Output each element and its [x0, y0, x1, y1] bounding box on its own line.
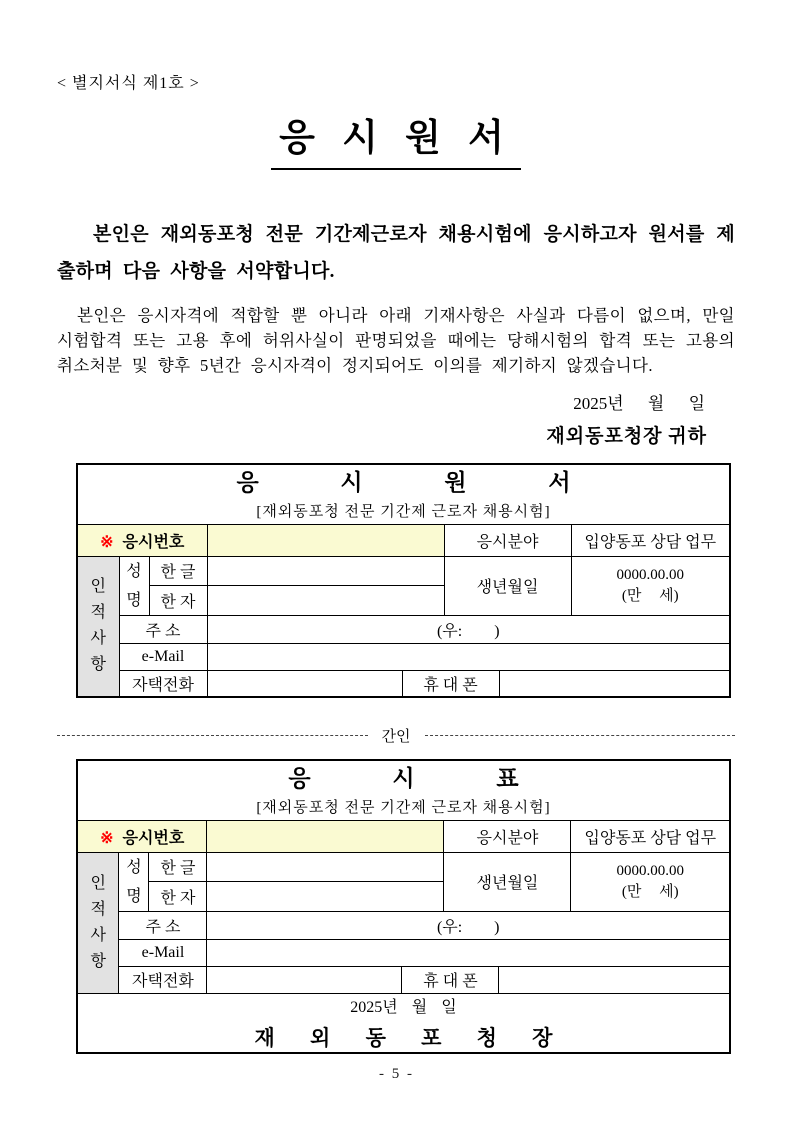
home-phone-value-cell	[207, 670, 402, 697]
required-mark-icon: ※	[100, 533, 114, 551]
form-subtitle: [재외동포청 전문 기간제 근로자 채용시험]	[256, 503, 551, 520]
slip-mobile-value-cell	[499, 966, 730, 993]
personal-info-label: 인적사항	[90, 578, 106, 674]
pledge-statement: 본인은 재외동포청 전문 기간제근로자 채용시험에 응시하고자 원서를 제출하며 다음 사항을 서약합니다.	[57, 224, 735, 282]
slip-name-label: 성명	[126, 858, 142, 905]
birth-label-cell: 생년월일	[444, 556, 571, 615]
name-label-cell	[119, 556, 149, 615]
slip-address-value-cell: (우: )	[207, 911, 730, 939]
hanja-value-cell	[207, 586, 444, 616]
mobile-value-cell	[499, 670, 730, 697]
slip-subtitle: [재외동포청 전문 기간제 근로자 채용시험]	[256, 799, 551, 816]
exam-slip-table	[76, 759, 731, 1054]
application-form-table	[76, 463, 731, 698]
slip-personal-info-header-cell	[77, 852, 119, 993]
slip-exam-number-label: 응시번호	[122, 829, 185, 847]
slip-title: 응 시 표	[288, 765, 557, 791]
slip-email-value-cell	[207, 939, 730, 966]
slip-email-label-cell: e-Mail	[119, 939, 207, 966]
slip-exam-number-value-cell	[207, 820, 444, 852]
category-value-cell: 입양동포 상담 업무	[571, 524, 730, 556]
addressee-label: 재외동포청장 귀하	[546, 426, 707, 447]
address-label-cell: 주 소	[119, 615, 207, 643]
signature-date: 2025년 월 일	[573, 394, 705, 413]
slip-footer-cell	[77, 993, 730, 1053]
name-label: 성명	[126, 562, 142, 609]
hanja-label-cell: 한 자	[149, 586, 207, 616]
slip-hangul-value-cell	[207, 852, 444, 882]
slip-issue-date: 2025년 월 일	[350, 998, 457, 1016]
hangul-value-cell	[207, 556, 444, 586]
seal-junction-divider	[57, 725, 735, 746]
seal-junction-label: 간인	[381, 729, 411, 745]
divider-dash-left	[57, 735, 368, 736]
exam-number-value-cell	[207, 524, 444, 556]
slip-mobile-label-cell: 휴 대 폰	[402, 966, 499, 993]
hangul-label-cell: 한 글	[149, 556, 207, 586]
email-label-cell: e-Mail	[119, 643, 207, 670]
address-value-cell: (우: )	[207, 615, 730, 643]
pledge-body-text: 본인은 응시자격에 적합할 뿐 아니라 아래 기재사항은 사실과 다름이 없으며, 만일 시험합격 또는 고용 후에 허위사실이 판명되었을 때에는 당해시험의 합격 또는 고용의 취소처분 및 향후 5년간 응시자격이 정지되어도 이의를 제기하지 않겠습니다.	[57, 306, 735, 375]
form-title: 응 시 원 서	[236, 469, 609, 495]
slip-category-value-cell: 입양동포 상담 업무	[571, 820, 730, 852]
slip-address-label-cell: 주 소	[119, 911, 207, 939]
page-number: - 5 -	[379, 1066, 414, 1082]
birth-value-cell	[571, 556, 730, 615]
slip-birth-age-placeholder: (만 세)	[621, 883, 679, 900]
required-mark-icon: ※	[100, 829, 114, 847]
birth-date-placeholder: 0000.00.00	[616, 566, 684, 583]
slip-issuer-title: 재 외 동 포 청 장	[254, 1025, 568, 1050]
slip-birth-label-cell: 생년월일	[444, 852, 571, 911]
personal-info-header-cell	[77, 556, 119, 697]
mobile-label-cell: 휴 대 폰	[402, 670, 499, 697]
document-title-text: 응 시 원 서	[271, 107, 521, 170]
email-value-cell	[207, 643, 730, 670]
slip-exam-number-label-cell	[77, 820, 207, 852]
slip-home-phone-value-cell	[207, 966, 402, 993]
slip-home-phone-label-cell: 자택전화	[119, 966, 207, 993]
slip-name-label-cell	[119, 852, 149, 911]
slip-category-label-cell: 응시분야	[444, 820, 571, 852]
slip-birth-date-placeholder: 0000.00.00	[616, 862, 684, 879]
form-header-cell	[77, 464, 730, 524]
document-title	[57, 107, 735, 170]
category-label-cell: 응시분야	[444, 524, 571, 556]
exam-number-label: 응시번호	[122, 533, 185, 551]
slip-header-cell	[77, 760, 730, 820]
divider-dash-right	[425, 735, 736, 736]
slip-hanja-label-cell: 한 자	[149, 882, 207, 912]
form-reference-label: < 별지서식 제1호 >	[57, 75, 200, 92]
exam-number-label-cell	[77, 524, 207, 556]
slip-birth-value-cell	[571, 852, 730, 911]
slip-personal-info-label: 인적사항	[90, 874, 106, 970]
birth-age-placeholder: (만 세)	[621, 587, 679, 604]
home-phone-label-cell: 자택전화	[119, 670, 207, 697]
slip-hanja-value-cell	[207, 882, 444, 912]
slip-hangul-label-cell: 한 글	[149, 852, 207, 882]
